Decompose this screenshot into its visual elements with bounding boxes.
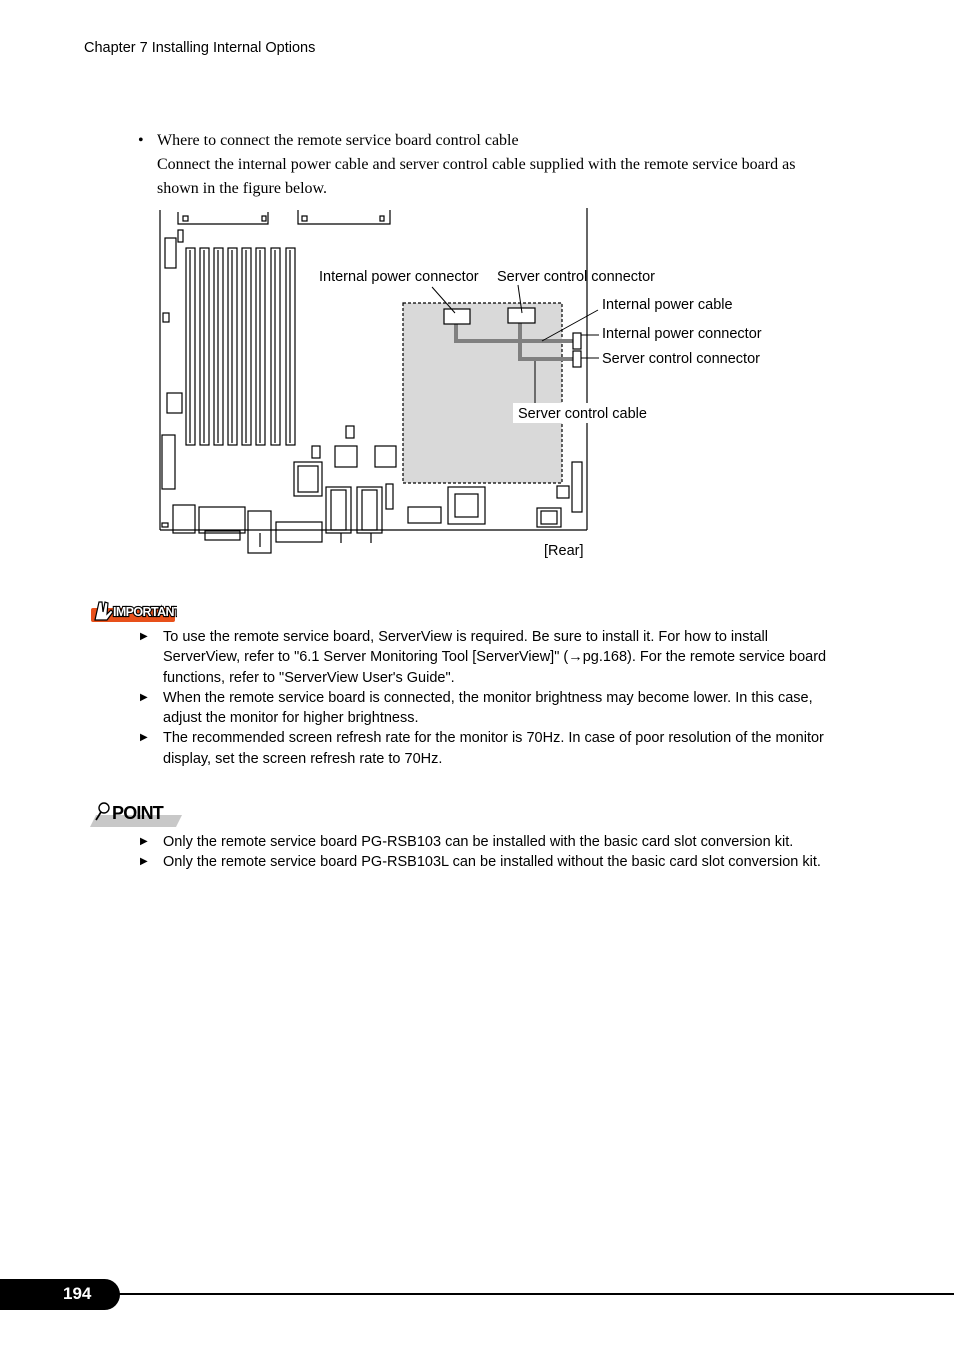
triangle-bullet-icon: ▶ bbox=[140, 732, 148, 744]
chip bbox=[375, 446, 396, 467]
section-body: Connect the internal power cable and server control cable supplied with the remote service board as shown in the figure below. bbox=[157, 156, 796, 197]
triangle-bullet-icon: ▶ bbox=[140, 836, 148, 847]
important-item-text: To use the remote service board, ServerView is required. Be sure to install it. For how to install ServerView, refer to "6.1 Server Monitoring Tool [ServerView]" (→pg.168). For the remote service board functions, refer to "ServerView User's Guide". bbox=[163, 629, 827, 686]
label-internal-power-connector-top: Internal power connector bbox=[319, 269, 479, 285]
label-server-control-connector-top: Server control connector bbox=[497, 269, 655, 285]
top-slot-2 bbox=[298, 210, 390, 224]
important-item-text: When the remote service board is connected, the monitor brightness may become lower. In this case, adjust the monitor for higher brightness. bbox=[163, 689, 813, 727]
left-header bbox=[162, 435, 175, 489]
triangle-bullet-icon: ▶ bbox=[140, 691, 148, 703]
list-item bbox=[140, 852, 840, 872]
memory-slots bbox=[186, 248, 295, 445]
list-item bbox=[140, 728, 840, 769]
triangle-bullet-icon: ▶ bbox=[140, 631, 148, 642]
triangle-bullet-icon: ▶ bbox=[140, 856, 148, 868]
point-icon-label: POINT bbox=[112, 803, 164, 823]
motherboard-diagram bbox=[0, 0, 954, 580]
point-item-text: Only the remote service board PG-RSB103 can be installed with the basic card slot conversion kit. bbox=[163, 834, 794, 850]
label-server-control-cable: Server control cable bbox=[518, 406, 647, 422]
label-internal-power-cable: Internal power cable bbox=[602, 297, 733, 313]
remote-service-board-area bbox=[403, 303, 562, 483]
bullet-marker: • bbox=[138, 132, 144, 149]
label-internal-power-connector-right: Internal power connector bbox=[602, 326, 762, 342]
list-item bbox=[140, 688, 840, 729]
internal-power-connector-board bbox=[444, 309, 470, 324]
list-item bbox=[140, 627, 840, 688]
label-server-control-connector-right: Server control connector bbox=[602, 351, 760, 367]
page-number-tab bbox=[0, 1279, 120, 1310]
server-control-connector-mainboard bbox=[573, 351, 581, 367]
point-list bbox=[140, 832, 840, 873]
rear-port bbox=[199, 507, 245, 533]
section-title: Where to connect the remote service board control cable bbox=[157, 132, 519, 149]
list-item bbox=[140, 832, 840, 852]
left-connector bbox=[165, 238, 176, 268]
important-list bbox=[140, 627, 840, 769]
top-slot-1 bbox=[178, 212, 268, 224]
page-number: 194 bbox=[63, 1284, 92, 1303]
rear-port bbox=[326, 487, 351, 533]
rear-port bbox=[276, 522, 322, 542]
footer-rule bbox=[110, 1293, 954, 1295]
dip-switch bbox=[167, 393, 182, 413]
internal-power-connector-mainboard bbox=[573, 333, 581, 349]
point-item-text: Only the remote service board PG-RSB103L can be installed without the basic card slot conversion kit. bbox=[163, 854, 821, 871]
point-icon bbox=[90, 801, 184, 834]
chip bbox=[335, 446, 357, 467]
rear-port bbox=[173, 505, 195, 533]
important-item-text: The recommended screen refresh rate for the monitor is 70Hz. In case of poor resolution of the monitor display, set the screen refresh rate to 70Hz. bbox=[163, 730, 824, 767]
rear-port bbox=[357, 487, 382, 533]
bottom-chip bbox=[448, 487, 485, 524]
important-icon bbox=[91, 598, 177, 629]
chapter-header: Chapter 7 Installing Internal Options bbox=[84, 40, 316, 56]
label-rear: [Rear] bbox=[544, 543, 584, 559]
important-icon-label: IMPORTANT bbox=[113, 605, 177, 619]
